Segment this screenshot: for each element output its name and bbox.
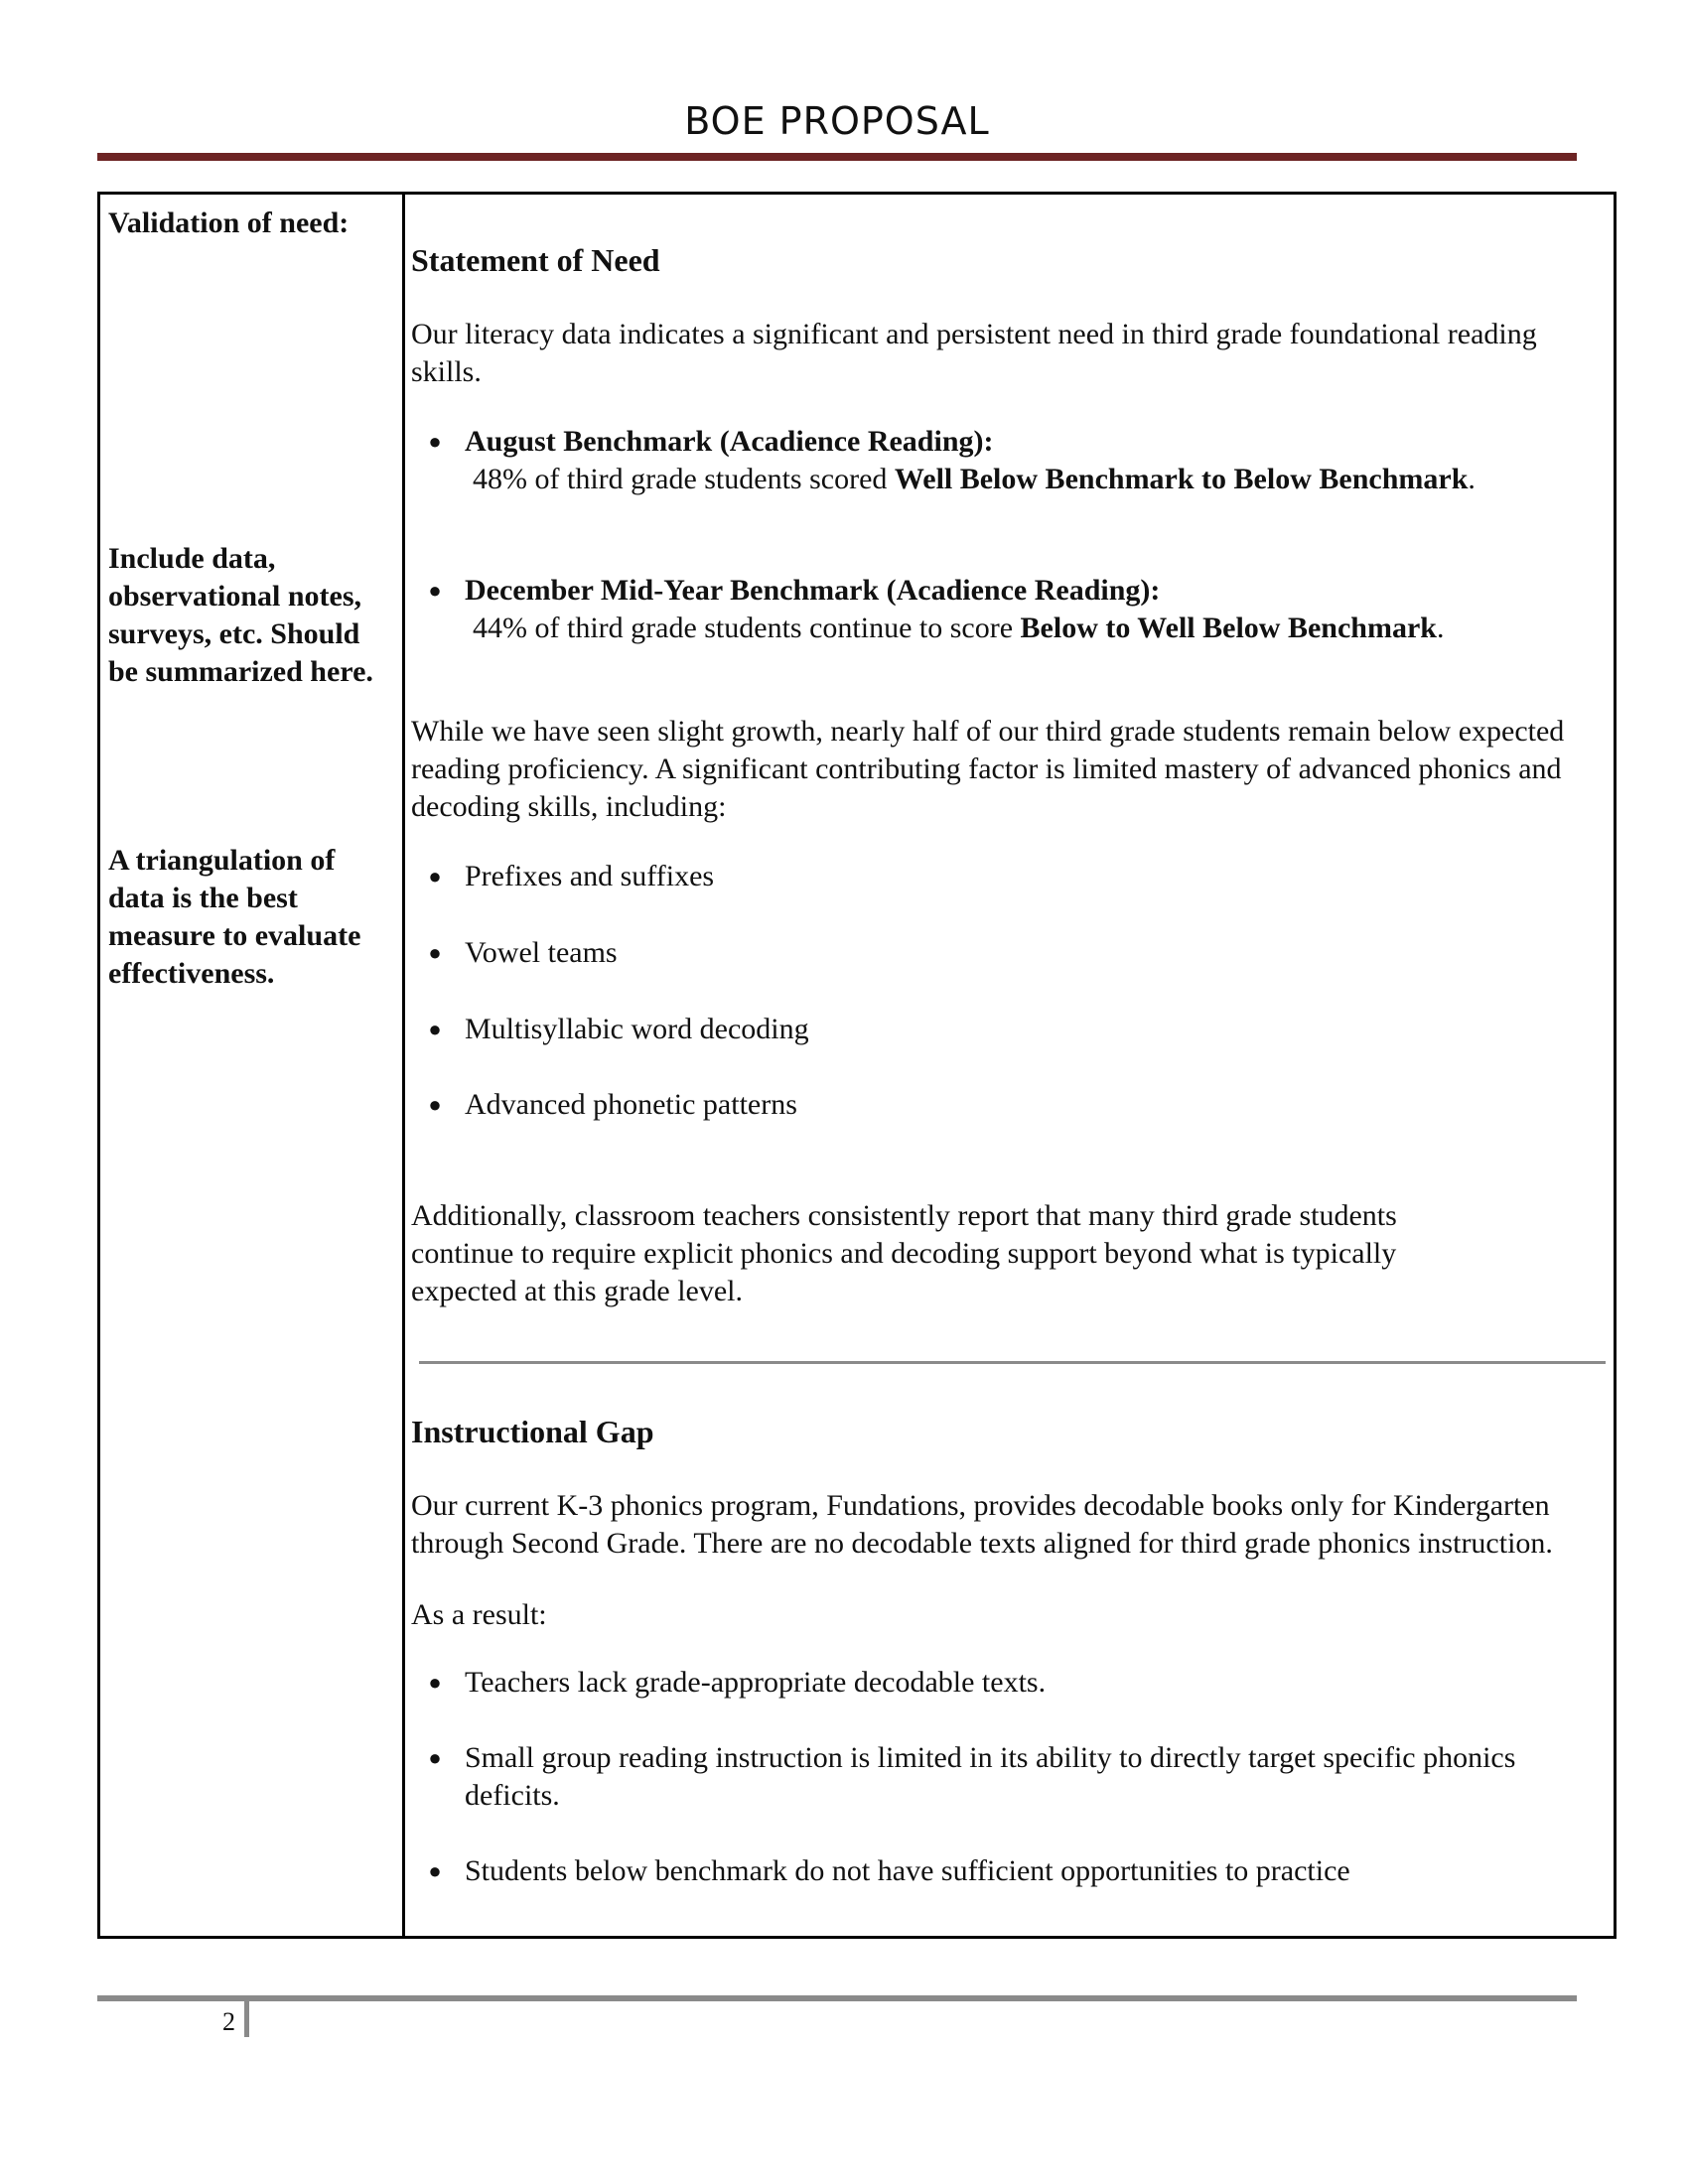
right-column — [405, 195, 1614, 1936]
bullet-icon: ● — [428, 429, 442, 454]
result-text: Students below benchmark do not have sufficient opportunities to practice — [465, 1854, 1350, 1887]
bullet-icon: ● — [428, 1017, 442, 1041]
bullet-icon: ● — [428, 864, 442, 888]
validation-label: Validation of need: — [108, 206, 350, 239]
benchmark-text — [465, 461, 1607, 498]
benchmark-text-bold: Below to Well Below Benchmark — [1020, 612, 1437, 644]
bullet-icon: ● — [428, 1745, 442, 1770]
skill-item — [428, 858, 1607, 895]
gap-paragraph: Our current K-3 phonics program, Fundations, provides decodable books only for Kindergarten through Second Grade. There are no decodable texts aligned for third grade phonics instruction. — [411, 1489, 1553, 1560]
result-label: As a result: — [411, 1598, 547, 1631]
result-text: Small group reading instruction is limited in its ability to directly target specific phonics deficits. — [465, 1741, 1516, 1812]
result-item — [428, 1664, 1607, 1702]
benchmark-text-pre: 44% of third grade students continue to score — [473, 612, 1021, 644]
footer-bar — [244, 1995, 249, 2037]
benchmark-text-bold: Well Below Benchmark to Below Benchmark — [894, 463, 1469, 495]
left-column — [100, 195, 405, 1936]
benchmark-text-post: . — [1468, 463, 1476, 495]
statement-of-need-heading: Statement of Need — [411, 242, 660, 278]
result-item — [428, 1852, 1607, 1890]
instructional-gap-heading: Instructional Gap — [411, 1414, 654, 1449]
bullet-icon: ● — [428, 1670, 442, 1695]
skill-item — [428, 934, 1607, 972]
benchmark-title: December Mid-Year Benchmark (Acadience Reading): — [465, 574, 1161, 607]
skill-label: Vowel teams — [465, 936, 618, 969]
page-title: BOE PROPOSAL — [684, 99, 990, 143]
proposal-table — [97, 192, 1617, 1939]
teachers-paragraph: Additionally, classroom teachers consistently report that many third grade students continue to require explicit phonics and decoding support beyond what is typically expected at this grade level. — [411, 1199, 1397, 1307]
skill-item — [428, 1086, 1607, 1124]
skill-label: Advanced phonetic patterns — [465, 1088, 797, 1121]
skill-label: Prefixes and suffixes — [465, 860, 715, 892]
result-text: Teachers lack grade-appropriate decodable texts. — [465, 1666, 1047, 1699]
result-item — [428, 1739, 1607, 1815]
bullet-icon: ● — [428, 940, 442, 965]
bullet-icon: ● — [428, 1092, 442, 1117]
include-data-label: Include data, observational notes, surveys, etc. Should be summarized here. — [108, 542, 373, 688]
benchmark-text-post: . — [1436, 612, 1445, 644]
bullet-icon: ● — [428, 578, 442, 603]
page-number: 2 — [222, 2007, 235, 2036]
benchmark-text — [465, 610, 1607, 647]
footer-rule — [97, 1995, 1577, 2001]
skill-item — [428, 1011, 1607, 1048]
triangulation-label: A triangulation of data is the best measure to evaluate effectiveness. — [108, 844, 361, 990]
benchmark-item — [428, 572, 1607, 647]
skill-label: Multisyllabic word decoding — [465, 1013, 809, 1045]
benchmark-title: August Benchmark (Acadience Reading): — [465, 425, 994, 458]
benchmark-text-pre: 48% of third grade students scored — [473, 463, 895, 495]
benchmark-item — [428, 423, 1607, 498]
bullet-icon: ● — [428, 1858, 442, 1883]
header-rule — [97, 153, 1577, 161]
growth-paragraph: While we have seen slight growth, nearly half of our third grade students remain below expected reading proficiency. A significant contributing factor is limited mastery of advanced phonics and decoding skills, including: — [411, 715, 1565, 823]
section-divider — [419, 1361, 1606, 1364]
need-intro: Our literacy data indicates a significant and persistent need in third grade foundational reading skills. — [411, 318, 1537, 388]
